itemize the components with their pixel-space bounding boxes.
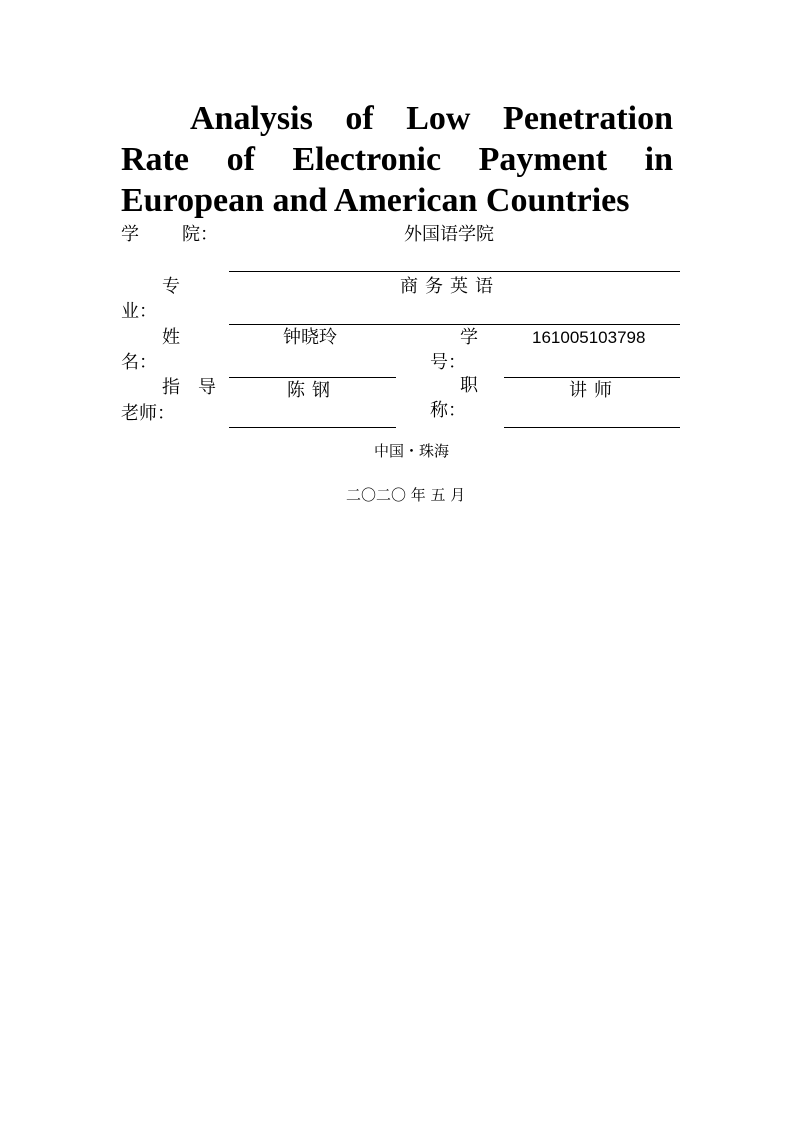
advisor-rule bbox=[229, 427, 396, 428]
location: 中国・珠海 bbox=[374, 442, 450, 460]
school-label-first: 学 bbox=[121, 224, 139, 245]
school-label-second: 院： bbox=[182, 224, 218, 245]
major-value: 商务英语 bbox=[400, 276, 500, 297]
thesis-title: Analysis of Low Penetration Rate of Electronic Payment in European and American Countries bbox=[121, 100, 673, 219]
student-id-value: 161005103798 bbox=[532, 328, 646, 347]
rank-value: 讲师 bbox=[569, 380, 619, 401]
rank-label-second: 称： bbox=[430, 400, 466, 421]
school-value: 外国语学院 bbox=[404, 224, 494, 245]
name-rule bbox=[229, 377, 396, 378]
major-label-first: 专 bbox=[162, 276, 180, 297]
student-id-label-second: 号： bbox=[430, 352, 466, 373]
name-value: 钟晓玲 bbox=[283, 327, 337, 348]
major-top-rule bbox=[229, 271, 680, 272]
student-id-label-first: 学 bbox=[460, 327, 478, 348]
name-label-first: 姓 bbox=[162, 327, 180, 348]
date: 二〇二〇 年 五 月 bbox=[346, 486, 466, 504]
name-label-second: 名： bbox=[121, 352, 157, 373]
student-id-rule bbox=[504, 377, 680, 378]
advisor-value: 陈钢 bbox=[287, 380, 337, 401]
advisor-label-second: 老师： bbox=[121, 403, 175, 424]
rank-rule bbox=[504, 427, 680, 428]
major-bottom-rule bbox=[229, 324, 680, 325]
advisor-label-first: 指 导 bbox=[162, 377, 216, 398]
major-label-second: 业： bbox=[121, 301, 157, 322]
rank-label-first: 职 bbox=[460, 375, 478, 396]
